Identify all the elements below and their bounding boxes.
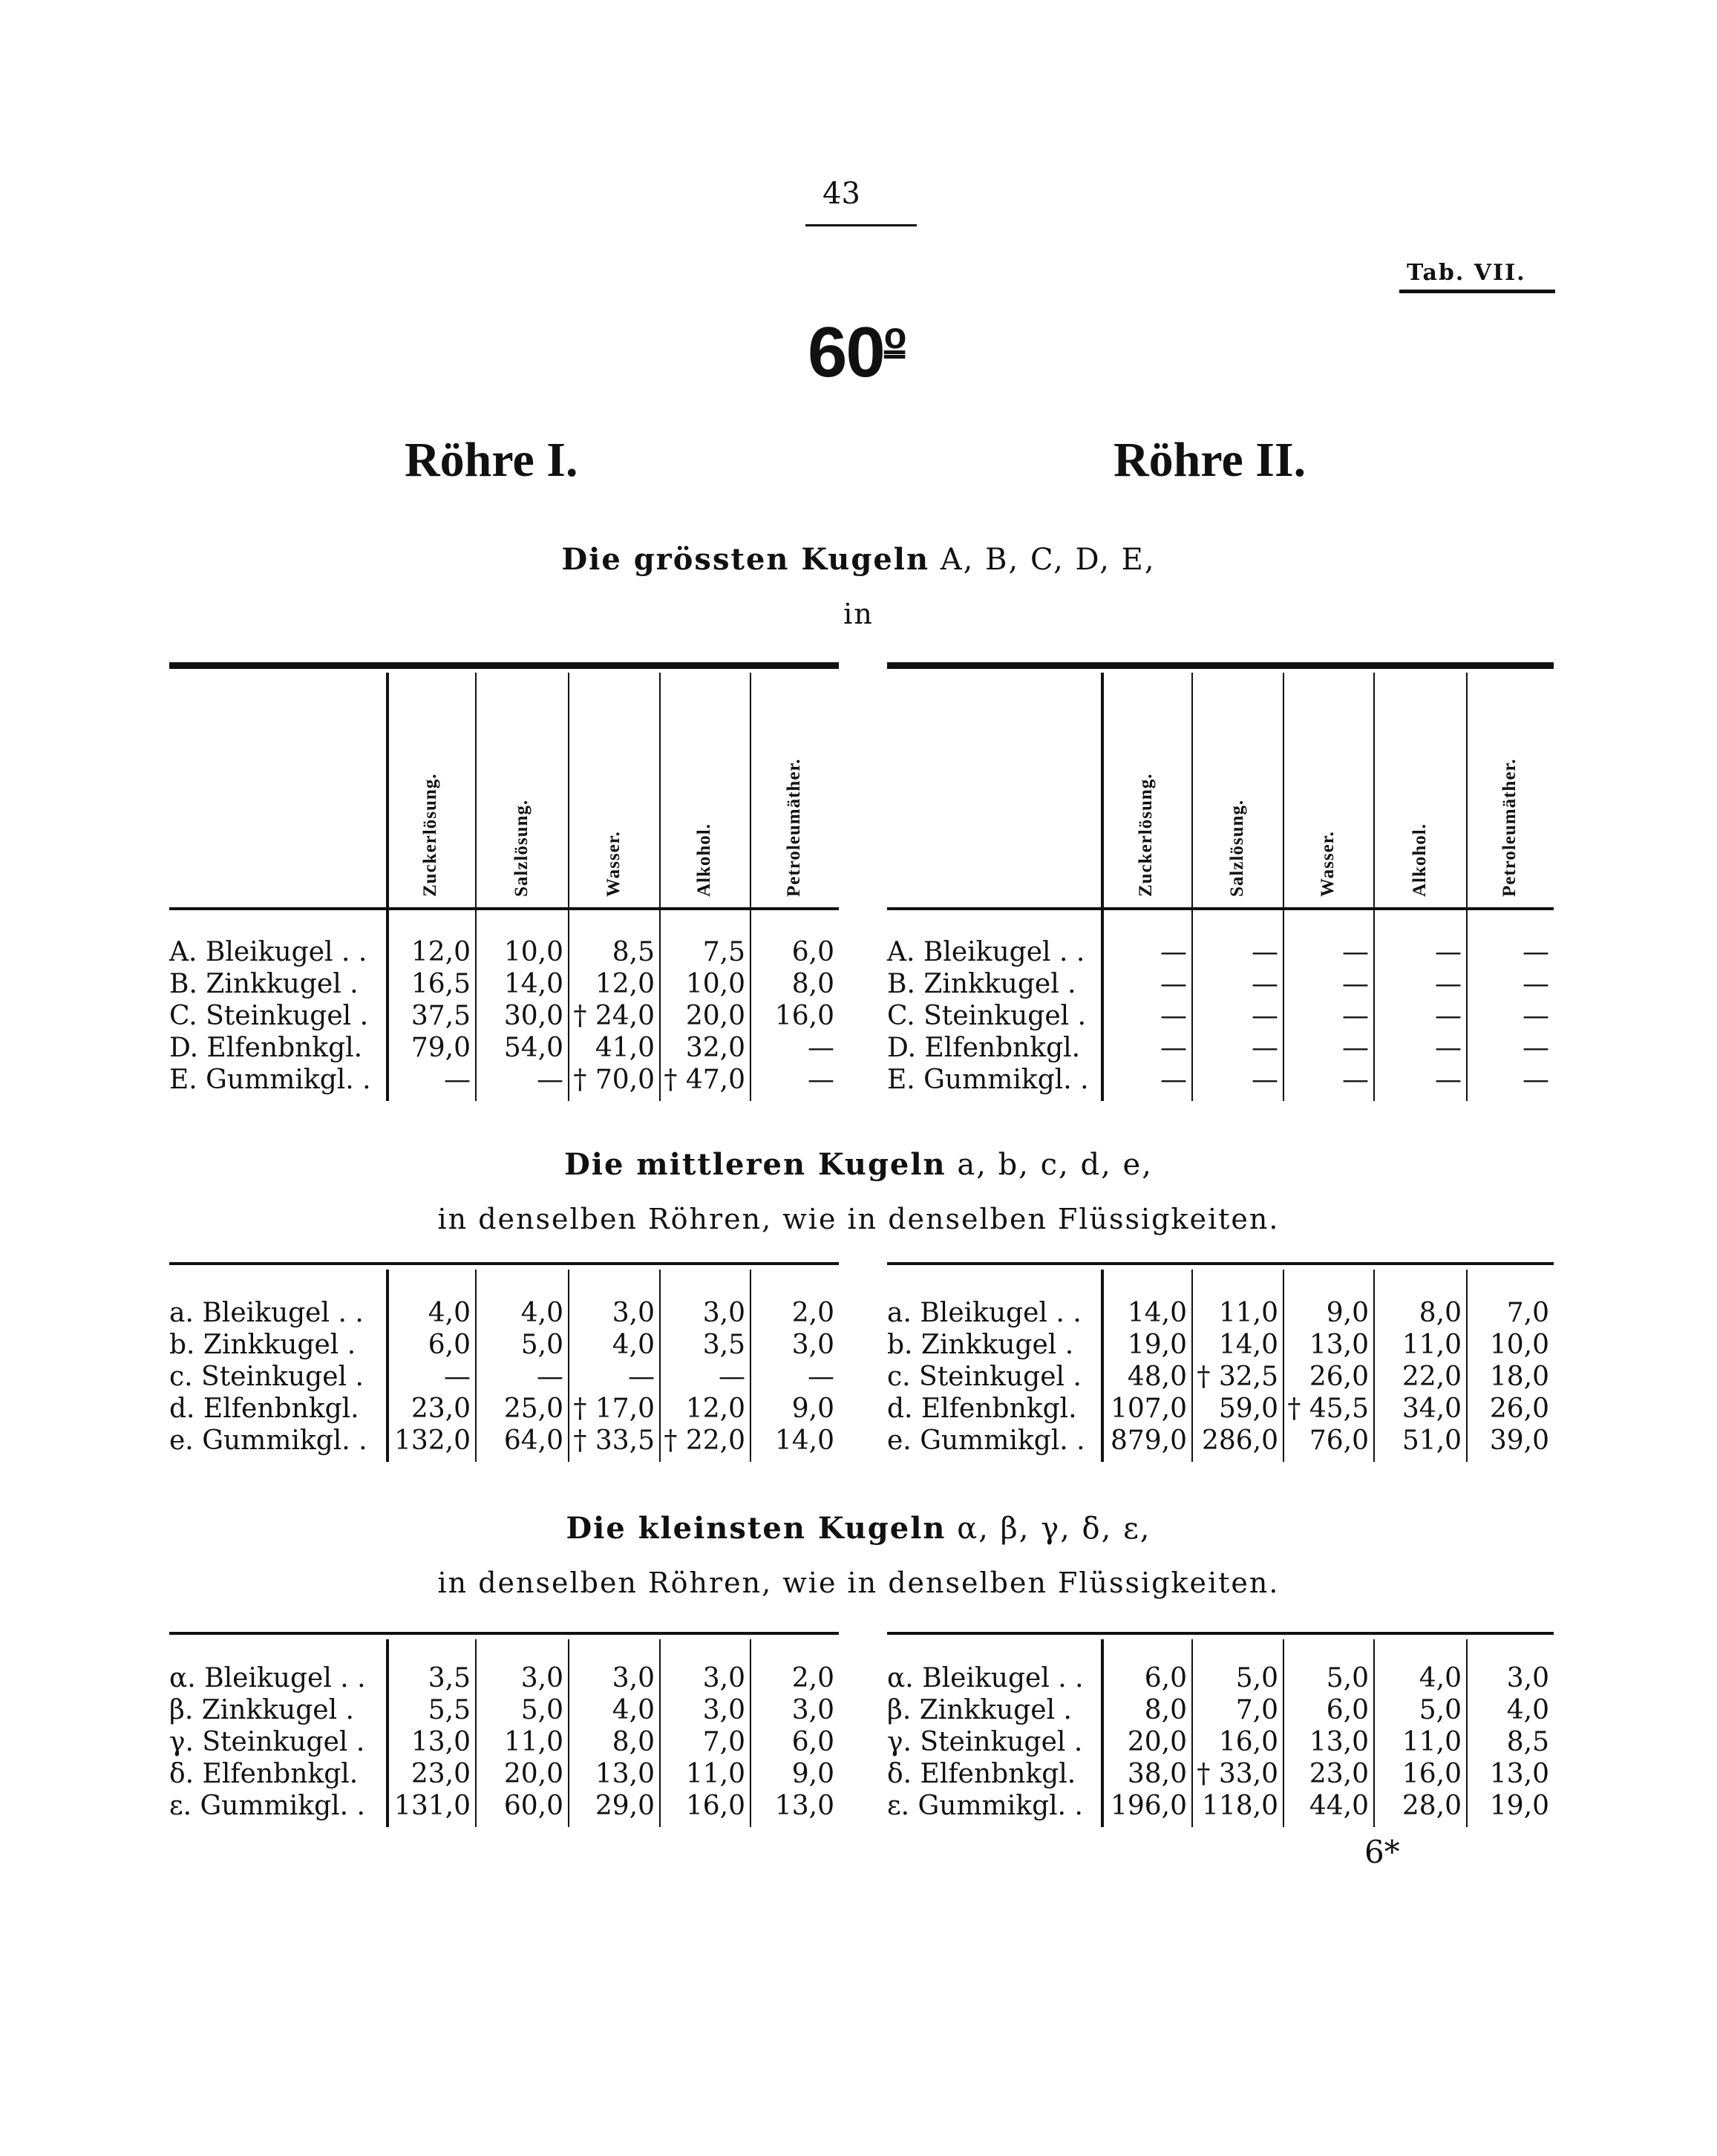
table-label-rule [1399, 290, 1555, 293]
table-top-rule [887, 662, 1554, 669]
row-label: D. Elfenbnkgl. [169, 1033, 363, 1063]
table-cell: 16,0 [1218, 1727, 1278, 1757]
table-cell: — [444, 1065, 471, 1095]
table-cell: — [444, 1362, 471, 1392]
table-top-rule [169, 1262, 839, 1265]
row-label: c. Steinkugel . [887, 1362, 1082, 1392]
table-cell: 4,0 [612, 1330, 655, 1360]
row-label: δ. Elfenbnkgl. [169, 1759, 359, 1789]
table-cell: † 17,0 [573, 1394, 655, 1424]
temperature-unit: o [883, 315, 906, 356]
table-cell: 10,0 [503, 937, 563, 967]
table-cell: 34,0 [1402, 1394, 1462, 1424]
table-cell: 8,5 [612, 937, 655, 967]
row-label: E. Gummikgl. . [887, 1065, 1089, 1095]
table-cell: — [808, 1033, 834, 1063]
table-cell: 13,0 [595, 1759, 655, 1789]
table-cell: 12,0 [595, 969, 655, 999]
table-cell: 23,0 [1309, 1759, 1369, 1789]
table-cell: 3,0 [612, 1663, 655, 1693]
section-title [0, 542, 1717, 577]
table-cell: 13,0 [1309, 1330, 1369, 1360]
section-title [0, 1147, 1717, 1182]
row-label: D. Elfenbnkgl. [887, 1033, 1081, 1063]
table-cell: 20,0 [503, 1759, 563, 1789]
row-label: E. Gummikgl. . [169, 1065, 371, 1095]
row-label: B. Zinkkugel . [169, 969, 359, 999]
table-cell: 26,0 [1309, 1362, 1369, 1392]
row-label: d. Elfenbnkgl. [887, 1394, 1077, 1424]
row-label: d. Elfenbnkgl. [169, 1394, 359, 1424]
table-cell: 44,0 [1309, 1791, 1369, 1821]
table-top-rule [169, 662, 839, 669]
table-cell: 14,0 [503, 969, 563, 999]
column-header: Salzlösung. [511, 799, 532, 897]
section-title-bold: Die mittleren Kugeln [564, 1147, 946, 1182]
table-cell: † 22,0 [664, 1425, 745, 1456]
table-cell: — [1523, 1001, 1549, 1031]
table-cell: — [1160, 937, 1187, 967]
table-cell: 60,0 [503, 1791, 563, 1821]
table-cell: 13,0 [774, 1791, 834, 1821]
table-cell: 38,0 [1127, 1759, 1187, 1789]
table-cell: 16,0 [774, 1001, 834, 1031]
row-label: A. Bleikugel . . [169, 937, 367, 967]
table-cell: 14,0 [1218, 1330, 1278, 1360]
table-cell: 11,0 [1218, 1298, 1278, 1328]
row-label: ε. Gummikgl. . [887, 1791, 1083, 1821]
table-cell: 51,0 [1402, 1425, 1462, 1456]
column-header: Alkohol. [694, 823, 714, 897]
table-cell: 3,0 [702, 1695, 745, 1725]
page-number: 43 [822, 177, 860, 211]
table-cell: — [1160, 1065, 1187, 1095]
table-cell: † 24,0 [573, 1001, 655, 1031]
row-label: a. Bleikugel . . [887, 1298, 1082, 1328]
table-cell: — [1252, 1033, 1278, 1063]
table-cell: 14,0 [1127, 1298, 1187, 1328]
section-title-rest: a, b, c, d, e, [957, 1148, 1153, 1182]
table-cell: — [1523, 1033, 1549, 1063]
table-cell: 8,0 [1144, 1695, 1187, 1725]
table-cell: 6,0 [1326, 1695, 1369, 1725]
table-cell: 5,0 [520, 1330, 563, 1360]
table-cell: — [1252, 1001, 1278, 1031]
table-cell: 13,0 [1489, 1759, 1549, 1789]
table-cell: 26,0 [1489, 1394, 1549, 1424]
table-cell: 3,0 [702, 1298, 745, 1328]
table-cell: 3,0 [702, 1663, 745, 1693]
table-cell: 11,0 [1402, 1727, 1462, 1757]
table-cell: — [1342, 969, 1369, 999]
table-cell: — [719, 1362, 745, 1392]
table-cell: 5,0 [1419, 1695, 1462, 1725]
table-cell: 7,0 [702, 1727, 745, 1757]
table-cell: 6,0 [791, 1727, 834, 1757]
table-cell: 10,0 [1489, 1330, 1549, 1360]
table-cell: 9,0 [1326, 1298, 1369, 1328]
table-cell: 22,0 [1402, 1362, 1462, 1392]
table-cell: 20,0 [685, 1001, 745, 1031]
table-cell: 3,0 [791, 1695, 834, 1725]
table-cell: 4,0 [1419, 1663, 1462, 1693]
column-header: Petroleumäther. [1499, 758, 1520, 897]
table-cell: 13,0 [411, 1727, 471, 1757]
table-cell: 196,0 [1110, 1791, 1187, 1821]
row-label: B. Zinkkugel . [887, 969, 1076, 999]
table-cell: 4,0 [520, 1298, 563, 1328]
table-cell: 6,0 [428, 1330, 471, 1360]
table-cell: 12,0 [685, 1394, 745, 1424]
table-cell: † 33,5 [573, 1425, 655, 1456]
table-cell: 16,0 [1402, 1759, 1462, 1789]
table-cell: 48,0 [1127, 1362, 1187, 1392]
table-cell: 76,0 [1309, 1425, 1369, 1456]
table-cell: — [628, 1362, 655, 1392]
table-cell: 19,0 [1127, 1330, 1187, 1360]
table-cell: 8,0 [612, 1727, 655, 1757]
section-title-bold: Die grössten Kugeln [561, 542, 930, 577]
table-cell: 2,0 [791, 1663, 834, 1693]
table-top-rule [887, 1262, 1554, 1265]
table-cell: 14,0 [774, 1425, 834, 1456]
table-cell: 5,0 [1326, 1663, 1369, 1693]
table-cell: 32,0 [685, 1033, 745, 1063]
table-cell: 7,0 [1235, 1695, 1278, 1725]
table-cell: 3,5 [702, 1330, 745, 1360]
table-cell: 3,0 [1506, 1663, 1549, 1693]
table-cell: 5,5 [428, 1695, 471, 1725]
table-cell: — [1160, 1001, 1187, 1031]
table-cell: 3,0 [612, 1298, 655, 1328]
tube-1-heading: Röhre I. [405, 433, 578, 487]
table-cell: † 70,0 [573, 1065, 655, 1095]
row-label: δ. Elfenbnkgl. [887, 1759, 1076, 1789]
row-label: β. Zinkkugel . [169, 1695, 354, 1725]
table-cell: 11,0 [1402, 1330, 1462, 1360]
table-cell: 131,0 [393, 1791, 471, 1821]
table-cell: 8,0 [1419, 1298, 1462, 1328]
table-cell: 23,0 [411, 1394, 471, 1424]
temperature-value: 60 [808, 313, 884, 392]
column-header: Zuckerlösung. [420, 773, 440, 897]
table-cell: † 33,0 [1197, 1759, 1278, 1789]
table-cell: — [1252, 969, 1278, 999]
table-cell: 4,0 [1506, 1695, 1549, 1725]
row-label: β. Zinkkugel . [887, 1695, 1072, 1725]
row-label: e. Gummikgl. . [169, 1425, 367, 1456]
table-cell: 5,0 [1235, 1663, 1278, 1693]
section-title-rest: A, B, C, D, E, [940, 543, 1156, 577]
table-cell: 29,0 [595, 1791, 655, 1821]
table-cell: — [1160, 1033, 1187, 1063]
table-cell: — [808, 1065, 834, 1095]
row-label: ε. Gummikgl. . [169, 1791, 365, 1821]
table-cell: 28,0 [1402, 1791, 1462, 1821]
table-cell: 19,0 [1489, 1791, 1549, 1821]
row-label: α. Bleikugel . . [887, 1663, 1084, 1693]
table-cell: † 45,5 [1287, 1394, 1369, 1424]
row-label: c. Steinkugel . [169, 1362, 364, 1392]
table-cell: 25,0 [503, 1394, 563, 1424]
table-cell: 10,0 [685, 969, 745, 999]
column-header: Alkohol. [1409, 823, 1430, 897]
table-cell: — [1252, 1065, 1278, 1095]
section-subtitle: in [843, 598, 874, 630]
table-cell: — [1160, 969, 1187, 999]
table-cell: — [1435, 969, 1462, 999]
table-cell: — [537, 1362, 563, 1392]
table-cell: 16,0 [685, 1791, 745, 1821]
table-cell: 3,0 [520, 1663, 563, 1693]
table-label: Tab. VII. [1407, 260, 1526, 286]
row-label: b. Zinkkugel . [169, 1330, 356, 1360]
row-label: b. Zinkkugel . [887, 1330, 1074, 1360]
table-cell: 20,0 [1127, 1727, 1187, 1757]
table-cell: — [1435, 937, 1462, 967]
table-cell: — [537, 1065, 563, 1095]
printer-signature: 6* [1364, 1834, 1400, 1870]
header-bottom-rule [887, 907, 1554, 910]
table-cell: — [1523, 1065, 1549, 1095]
table-cell: 41,0 [595, 1033, 655, 1063]
table-cell: 132,0 [393, 1425, 471, 1456]
table-cell: 3,5 [428, 1663, 471, 1693]
table-cell: 7,0 [1506, 1298, 1549, 1328]
table-cell: 64,0 [503, 1425, 563, 1456]
table-top-rule [887, 1632, 1554, 1635]
column-header: Zuckerlösung. [1136, 773, 1156, 897]
table-cell: 5,0 [520, 1695, 563, 1725]
table-cell: — [1435, 1033, 1462, 1063]
section-subtitle: in denselben Röhren, wie in denselben Flüssigkeiten. [437, 1203, 1280, 1235]
column-header: Wasser. [603, 831, 624, 897]
table-cell: 6,0 [1144, 1663, 1187, 1693]
temperature-heading [808, 312, 905, 393]
page-number-rule [805, 224, 917, 226]
row-label: C. Steinkugel . [887, 1001, 1087, 1031]
table-cell: † 47,0 [664, 1065, 745, 1095]
row-label: γ. Steinkugel . [169, 1727, 365, 1757]
table-cell: 8,0 [791, 969, 834, 999]
section-title-bold: Die kleinsten Kugeln [566, 1511, 946, 1546]
table-cell: 6,0 [791, 937, 834, 967]
row-label: a. Bleikugel . . [169, 1298, 364, 1328]
table-cell: 59,0 [1218, 1394, 1278, 1424]
table-cell: 8,5 [1506, 1727, 1549, 1757]
table-cell: — [1523, 937, 1549, 967]
table-cell: 18,0 [1489, 1362, 1549, 1392]
column-header: Salzlösung. [1226, 799, 1247, 897]
header-bottom-rule [169, 907, 839, 910]
table-cell: † 32,5 [1197, 1362, 1278, 1392]
table-cell: 9,0 [791, 1759, 834, 1789]
row-label: A. Bleikugel . . [887, 937, 1085, 967]
row-label: C. Steinkugel . [169, 1001, 369, 1031]
table-cell: 39,0 [1489, 1425, 1549, 1456]
row-label: γ. Steinkugel . [887, 1727, 1083, 1757]
table-cell: 9,0 [791, 1394, 834, 1424]
table-cell: 79,0 [411, 1033, 471, 1063]
table-cell: — [1435, 1065, 1462, 1095]
table-cell: 16,5 [411, 969, 471, 999]
table-cell: 4,0 [612, 1695, 655, 1725]
table-cell: 11,0 [685, 1759, 745, 1789]
table-cell: 11,0 [503, 1727, 563, 1757]
section-title-rest: α, β, γ, δ, ε, [957, 1512, 1151, 1546]
table-cell: 286,0 [1201, 1425, 1278, 1456]
table-cell: 37,5 [411, 1001, 471, 1031]
table-cell: 7,5 [702, 937, 745, 967]
table-top-rule [169, 1632, 839, 1635]
table-cell: 54,0 [503, 1033, 563, 1063]
table-cell: — [1342, 1001, 1369, 1031]
table-cell: — [1342, 1065, 1369, 1095]
column-header: Wasser. [1318, 831, 1338, 897]
table-cell: 12,0 [411, 937, 471, 967]
tube-2-heading: Röhre II. [1113, 433, 1306, 487]
section-title [0, 1511, 1717, 1546]
table-cell: 4,0 [428, 1298, 471, 1328]
row-label: e. Gummikgl. . [887, 1425, 1085, 1456]
table-cell: — [1252, 937, 1278, 967]
table-cell: 30,0 [503, 1001, 563, 1031]
table-cell: — [1523, 969, 1549, 999]
table-cell: 118,0 [1201, 1791, 1278, 1821]
table-cell: — [1435, 1001, 1462, 1031]
table-cell: 2,0 [791, 1298, 834, 1328]
section-subtitle: in denselben Röhren, wie in denselben Flüssigkeiten. [437, 1567, 1280, 1599]
column-header: Petroleumäther. [784, 758, 804, 897]
table-cell: 13,0 [1309, 1727, 1369, 1757]
table-cell: 107,0 [1110, 1394, 1187, 1424]
row-label: α. Bleikugel . . [169, 1663, 366, 1693]
table-cell: 879,0 [1110, 1425, 1187, 1456]
table-cell: 3,0 [791, 1330, 834, 1360]
table-cell: — [808, 1362, 834, 1392]
table-cell: 23,0 [411, 1759, 471, 1789]
table-cell: — [1342, 937, 1369, 967]
table-cell: — [1342, 1033, 1369, 1063]
